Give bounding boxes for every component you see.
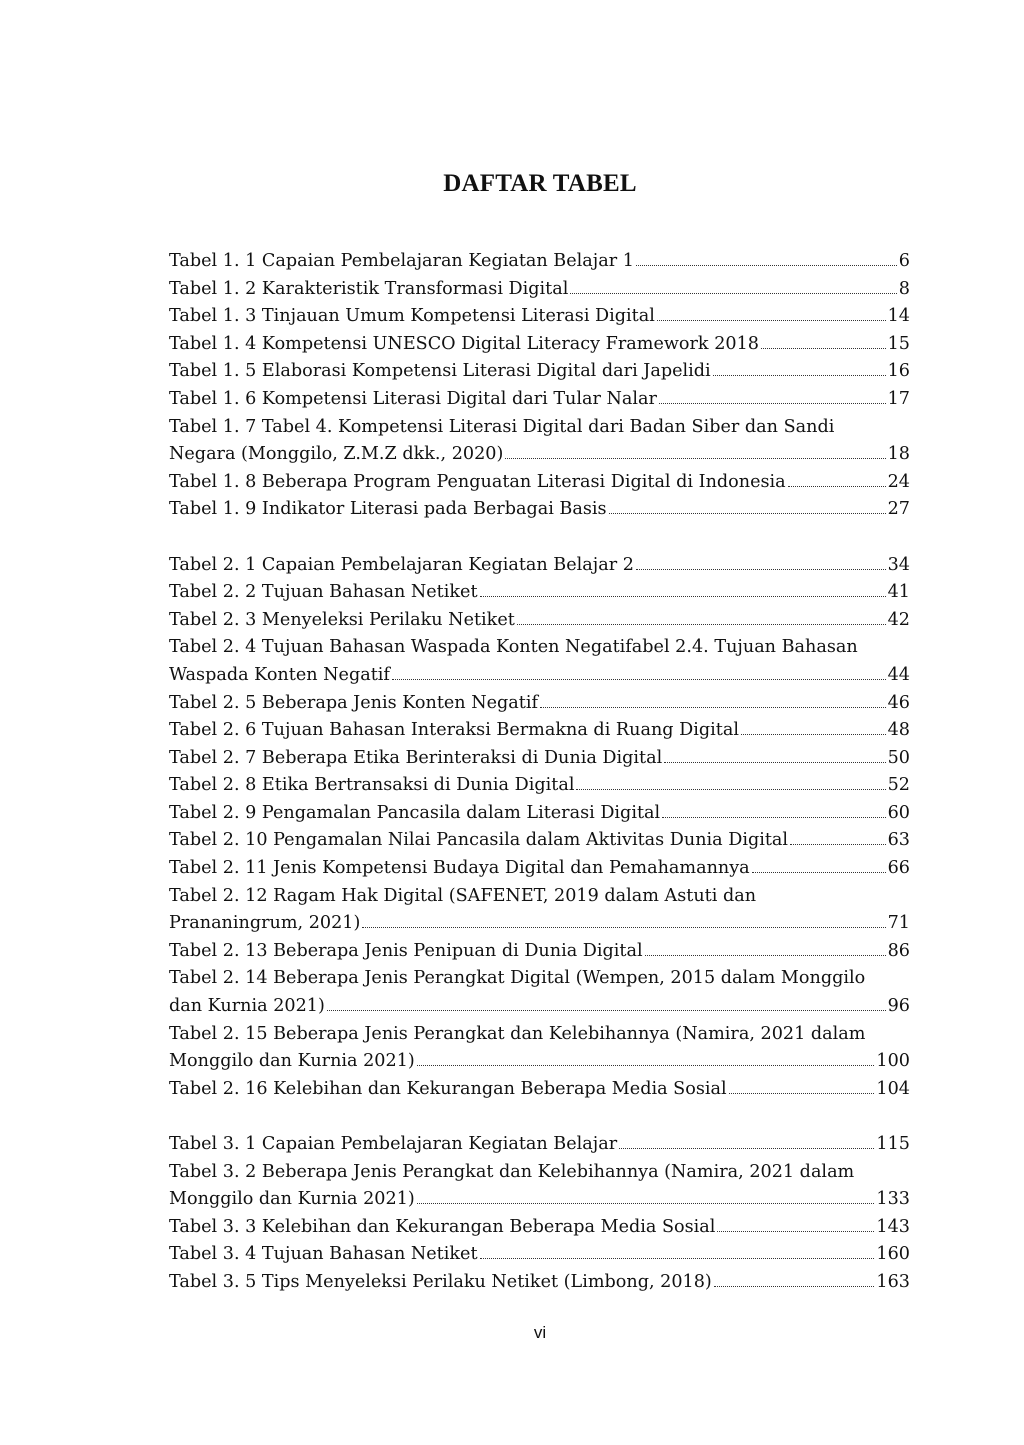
toc-entry-page: 133 xyxy=(876,1189,910,1210)
page-title: DAFTAR TABEL xyxy=(443,170,637,197)
toc-entry[interactable] xyxy=(169,552,910,580)
toc-entry-page: 86 xyxy=(887,940,910,961)
dot-leader xyxy=(505,458,885,459)
toc-entry[interactable] xyxy=(169,634,910,689)
toc-entry-title: Tabel 1. 2 Karakteristik Transformasi Digital xyxy=(169,278,569,299)
toc-entry-title: Tabel 2. 3 Menyeleksi Perilaku Netiket xyxy=(169,609,515,630)
toc-entry-page: 115 xyxy=(876,1134,910,1154)
toc-entry[interactable] xyxy=(169,358,910,386)
toc-entry-page: 8 xyxy=(898,278,910,299)
toc-entry[interactable] xyxy=(169,276,910,304)
toc-entry-page: 52 xyxy=(887,775,910,796)
table-of-contents xyxy=(169,248,910,1324)
toc-entry-page: 18 xyxy=(887,444,910,465)
dot-leader xyxy=(636,265,897,266)
toc-entry-page: 16 xyxy=(887,361,910,382)
toc-entry[interactable] xyxy=(169,1131,910,1159)
toc-entry-title: Tabel 2. 5 Beberapa Jenis Konten Negatif xyxy=(169,692,538,713)
toc-entry-title-line1: Tabel 2. 14 Beberapa Jenis Perangkat Digital (Wempen, 2015 dalam Monggilo xyxy=(169,968,866,989)
toc-entry[interactable] xyxy=(169,1021,910,1076)
toc-entry-title: Tabel 2. 7 Beberapa Etika Berinteraksi di Dunia Digital xyxy=(169,747,663,768)
toc-entry-title: Tabel 1. 4 Kompetensi UNESCO Digital Literacy Framework 2018 xyxy=(169,333,759,354)
toc-entry-title: Tabel 1. 6 Kompetensi Literasi Digital dari Tular Nalar xyxy=(169,388,657,409)
toc-entry-title: Tabel 2. 1 Capaian Pembelajaran Kegiatan Belajar 2 xyxy=(169,554,634,575)
dot-leader xyxy=(790,844,886,845)
dot-leader xyxy=(576,789,885,790)
toc-entry[interactable] xyxy=(169,965,910,1020)
toc-entry[interactable] xyxy=(169,248,910,276)
toc-group xyxy=(169,1131,910,1297)
dot-leader xyxy=(517,624,886,625)
toc-entry-page: 71 xyxy=(887,913,910,934)
dot-leader xyxy=(717,1231,874,1232)
toc-entry[interactable] xyxy=(169,386,910,414)
toc-entry-title: Tabel 3. 4 Tujuan Bahasan Netiket xyxy=(169,1244,478,1265)
dot-leader xyxy=(645,955,886,956)
toc-entry-page: 14 xyxy=(887,306,910,327)
toc-entry-title: Tabel 1. 3 Tinjauan Umum Kompetensi Literasi Digital xyxy=(169,306,655,327)
toc-entry[interactable] xyxy=(169,303,910,331)
toc-group xyxy=(169,552,910,1104)
toc-entry[interactable] xyxy=(169,772,910,800)
toc-entry-page: 46 xyxy=(887,692,910,713)
toc-entry[interactable] xyxy=(169,883,910,938)
toc-entry-title: Prananingrum, 2021) xyxy=(169,913,361,934)
toc-entry-title: Tabel 2. 9 Pengamalan Pancasila dalam Literasi Digital xyxy=(169,802,661,823)
toc-entry-title: Tabel 2. 13 Beberapa Jenis Penipuan di Dunia Digital xyxy=(169,940,643,961)
dot-leader xyxy=(480,1258,875,1259)
toc-entry[interactable] xyxy=(169,800,910,828)
toc-entry-title-line1: Tabel 3. 2 Beberapa Jenis Perangkat dan Kelebihannya (Namira, 2021 dalam xyxy=(169,1161,855,1182)
toc-entry[interactable] xyxy=(169,717,910,745)
dot-leader xyxy=(362,927,885,928)
toc-entry-page: 63 xyxy=(887,830,910,851)
toc-entry[interactable] xyxy=(169,690,910,718)
toc-entry-title: Tabel 3. 1 Capaian Pembelajaran Kegiatan Belajar xyxy=(169,1134,618,1154)
toc-entry-title: Tabel 1. 5 Elaborasi Kompetensi Literasi Digital dari Japelidi xyxy=(169,361,711,382)
toc-entry-page: 42 xyxy=(887,609,910,630)
dot-leader xyxy=(713,375,886,376)
dot-leader xyxy=(417,1203,875,1204)
toc-entry-title-line1: Tabel 2. 4 Tujuan Bahasan Waspada Konten Negatifabel 2.4. Tujuan Bahasan xyxy=(169,637,858,658)
toc-group xyxy=(169,248,910,524)
toc-entry-title: Tabel 2. 8 Etika Bertransaksi di Dunia Digital xyxy=(169,775,575,796)
dot-leader xyxy=(752,872,886,873)
dot-leader xyxy=(540,707,886,708)
dot-leader xyxy=(417,1065,875,1066)
dot-leader xyxy=(619,1148,874,1149)
page-number: vi xyxy=(533,1323,547,1342)
toc-entry-title: Tabel 2. 16 Kelebihan dan Kekurangan Beberapa Media Sosial xyxy=(169,1078,727,1099)
dot-leader xyxy=(657,320,886,321)
toc-entry[interactable] xyxy=(169,331,910,359)
toc-entry-page: 27 xyxy=(887,499,910,520)
toc-entry[interactable] xyxy=(169,1269,910,1297)
toc-entry-title: Negara (Monggilo, Z.M.Z dkk., 2020) xyxy=(169,444,504,465)
toc-entry-page: 143 xyxy=(876,1216,910,1237)
dot-leader xyxy=(659,403,886,404)
toc-entry-title: Tabel 2. 2 Tujuan Bahasan Netiket xyxy=(169,582,478,603)
toc-entry-page: 60 xyxy=(887,802,910,823)
toc-entry[interactable] xyxy=(169,1241,910,1269)
toc-entry[interactable] xyxy=(169,745,910,773)
toc-entry-page: 44 xyxy=(887,664,910,685)
toc-entry[interactable] xyxy=(169,1159,910,1214)
toc-entry-title: Tabel 2. 10 Pengamalan Nilai Pancasila dalam Aktivitas Dunia Digital xyxy=(169,830,789,851)
toc-entry-page: 15 xyxy=(887,333,910,354)
toc-entry-title: Tabel 1. 8 Beberapa Program Penguatan Literasi Digital di Indonesia xyxy=(169,471,786,492)
dot-leader xyxy=(741,734,886,735)
toc-entry-title-line1: Tabel 2. 12 Ragam Hak Digital (SAFENET, 2019 dalam Astuti dan xyxy=(169,885,757,906)
toc-entry[interactable] xyxy=(169,579,910,607)
toc-entry-page: 6 xyxy=(898,251,910,271)
toc-entry-page: 163 xyxy=(876,1271,910,1292)
toc-entry[interactable] xyxy=(169,855,910,883)
dot-leader xyxy=(729,1093,875,1094)
toc-entry[interactable] xyxy=(169,938,910,966)
toc-entry[interactable] xyxy=(169,827,910,855)
toc-entry[interactable] xyxy=(169,1076,910,1104)
toc-entry-title: Tabel 2. 11 Jenis Kompetensi Budaya Digital dan Pemahamannya xyxy=(169,858,750,879)
toc-entry-page: 48 xyxy=(887,720,910,741)
toc-entry-title: Tabel 1. 1 Capaian Pembelajaran Kegiatan Belajar 1 xyxy=(169,251,634,271)
dot-leader xyxy=(327,1010,886,1011)
dot-leader xyxy=(662,817,885,818)
toc-entry-page: 160 xyxy=(876,1244,910,1265)
toc-entry-page: 100 xyxy=(876,1051,910,1072)
dot-leader xyxy=(664,762,885,763)
dot-leader xyxy=(788,486,886,487)
dot-leader xyxy=(761,348,886,349)
toc-entry-title: Tabel 2. 6 Tujuan Bahasan Interaksi Bermakna di Ruang Digital xyxy=(169,720,739,741)
toc-entry-page: 104 xyxy=(876,1078,910,1099)
toc-entry-title: Tabel 3. 3 Kelebihan dan Kekurangan Beberapa Media Sosial xyxy=(169,1216,716,1237)
toc-entry-title-line1: Tabel 1. 7 Tabel 4. Kompetensi Literasi Digital dari Badan Siber dan Sandi xyxy=(169,416,835,437)
toc-entry[interactable] xyxy=(169,607,910,635)
toc-entry-page: 66 xyxy=(887,858,910,879)
toc-entry-page: 17 xyxy=(887,388,910,409)
dot-leader xyxy=(714,1286,875,1287)
toc-entry-title: Monggilo dan Kurnia 2021) xyxy=(169,1189,415,1210)
dot-leader xyxy=(480,596,886,597)
toc-entry-page: 96 xyxy=(887,996,910,1017)
dot-leader xyxy=(636,569,886,570)
toc-entry[interactable] xyxy=(169,496,910,524)
toc-entry-title: Waspada Konten Negatif xyxy=(169,664,390,685)
toc-entry-title: Monggilo dan Kurnia 2021) xyxy=(169,1051,415,1072)
toc-entry-title: dan Kurnia 2021) xyxy=(169,996,325,1017)
toc-entry-title-line1: Tabel 2. 15 Beberapa Jenis Perangkat dan Kelebihannya (Namira, 2021 dalam xyxy=(169,1023,866,1044)
toc-entry-title: Tabel 3. 5 Tips Menyeleksi Perilaku Netiket (Limbong, 2018) xyxy=(169,1271,712,1292)
dot-leader xyxy=(570,293,896,294)
toc-entry[interactable] xyxy=(169,469,910,497)
dot-leader xyxy=(392,679,886,680)
toc-entry-page: 24 xyxy=(887,471,910,492)
toc-entry-page: 41 xyxy=(887,582,910,603)
dot-leader xyxy=(609,513,886,514)
toc-entry[interactable] xyxy=(169,414,910,469)
toc-entry-title: Tabel 1. 9 Indikator Literasi pada Berbagai Basis xyxy=(169,499,607,520)
toc-entry-page: 34 xyxy=(887,554,910,575)
toc-entry[interactable] xyxy=(169,1214,910,1242)
toc-entry-page: 50 xyxy=(887,747,910,768)
